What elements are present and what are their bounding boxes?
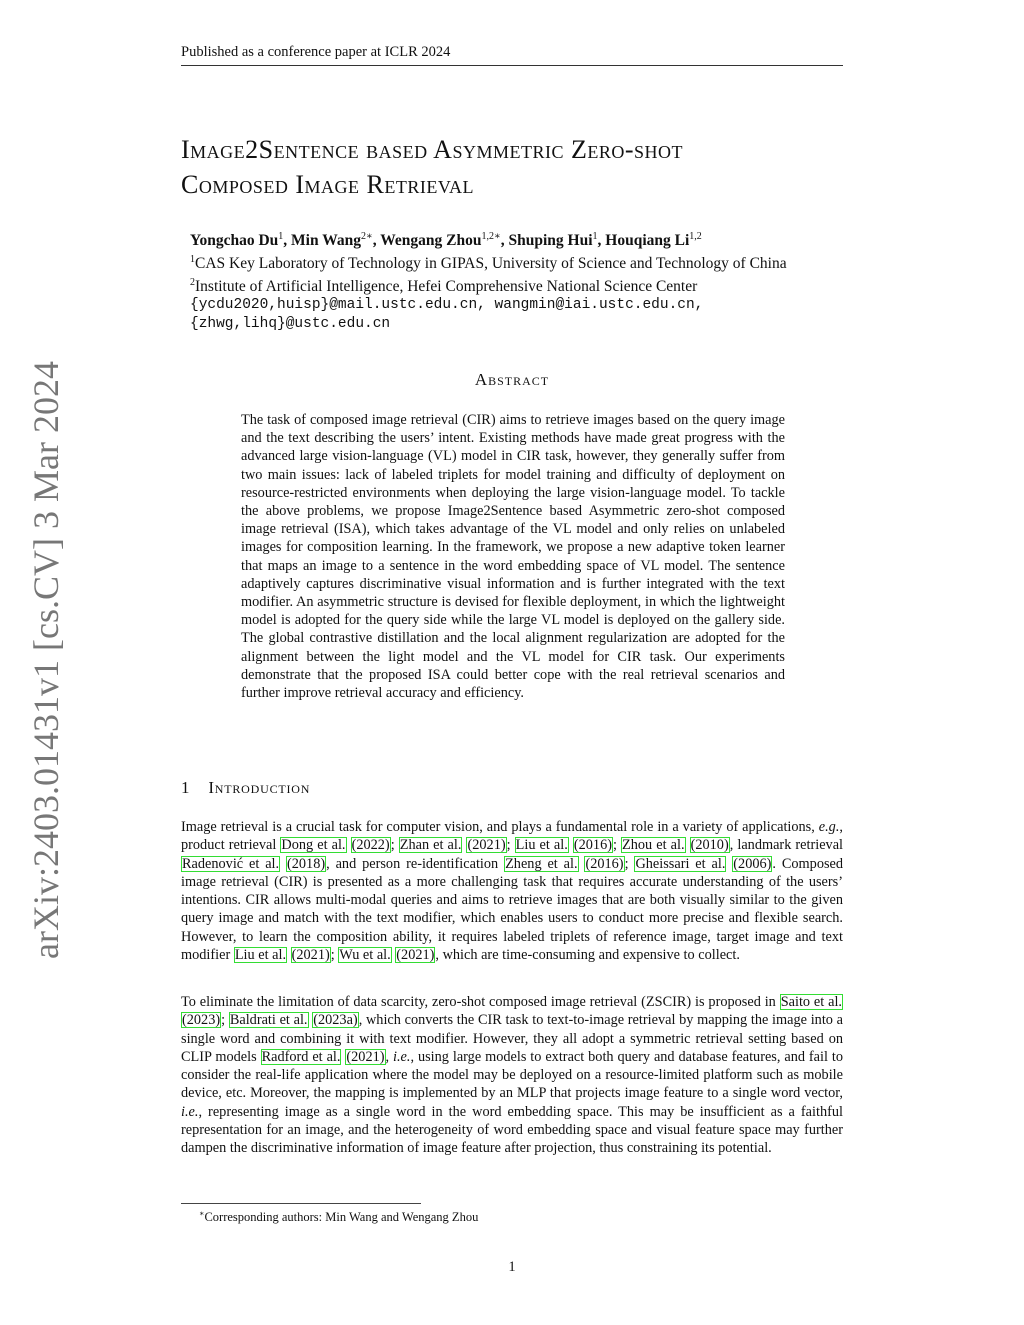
footnote-mark: ∗ (199, 1209, 205, 1218)
email-line-1: {ycdu2020,huisp}@mail.ustc.edu.cn, wangmin@iai.ustc.edu.cn, (190, 297, 704, 314)
author-names (190, 227, 787, 250)
citation-link[interactable]: Liu et al. (234, 947, 287, 964)
affiliation-text: CAS Key Laboratory of Technology in GIPAS, University of Science and Technology of China (195, 255, 787, 273)
text-run-italic: i.e. (181, 1103, 199, 1120)
affiliation-1 (190, 250, 787, 273)
title-line-1: Image2Sentence based Asymmetric Zero-shot (181, 135, 684, 164)
author-block (190, 227, 787, 334)
text-run: ; (613, 837, 622, 854)
citation-link[interactable]: Liu et al. (515, 837, 568, 854)
paper-title (181, 132, 861, 202)
arxiv-stamp-text: arXiv:2403.01431v1 [cs.CV] 3 Mar 2024 (26, 361, 66, 959)
citation-link[interactable]: Gheissari et al. (635, 855, 726, 872)
affiliation-mark: 1 (190, 254, 195, 266)
text-run: ; (390, 837, 399, 854)
citation-link[interactable]: Saito et al. (780, 994, 843, 1010)
page-number: 1 (508, 1259, 516, 1275)
text-run: , which are time-consuming and expensive to collect. (435, 947, 740, 964)
citation-link[interactable]: Baldrati et al. (229, 1012, 308, 1029)
author-name: , Min Wang (283, 232, 361, 250)
text-run: , landmark retrieval (729, 837, 844, 854)
author-name: Yongchao Du (190, 232, 279, 250)
text-run: , and person re-identification (326, 855, 505, 872)
text-run: ; (330, 947, 339, 964)
author-name: , Shuping Hui (500, 232, 593, 250)
citation-link[interactable]: (2006) (733, 855, 772, 872)
affiliation-2 (190, 273, 787, 296)
citation-link[interactable]: (2021) (467, 837, 506, 854)
title-line-2: Composed Image Retrieval (181, 170, 475, 199)
author-name: , Houqiang Li (597, 232, 690, 250)
intro-paragraph-1 (181, 818, 843, 964)
citation-link[interactable]: (2010) (690, 837, 729, 854)
author-affil-mark: 1 (592, 231, 598, 242)
email-line-2: {zhwg,lihq}@ustc.edu.cn (190, 316, 391, 333)
citation-link[interactable]: Radford et al. (261, 1048, 341, 1065)
running-header: Published as a conference paper at ICLR 2024 (181, 44, 451, 60)
footnote (199, 1209, 478, 1225)
citation-link[interactable]: (2022) (351, 837, 390, 854)
section-number: 1 (181, 778, 191, 797)
section-heading-introduction (181, 778, 310, 798)
text-run: , which converts the CIR task to text-to-image retrieval by mapping the image into a single word and combining it with text modifier. However, they all adopt a symmetric retrieval setting based on CLIP models (181, 1012, 843, 1065)
section-title-text: Introduction (208, 778, 311, 797)
footnote-text: Corresponding authors: Min Wang and Wengang Zhou (204, 1210, 479, 1225)
text-run: ; (221, 1012, 229, 1029)
citation-link[interactable]: (2023) (182, 1012, 221, 1029)
author-affil-mark: 2∗ (360, 231, 373, 242)
intro-paragraph-2 (181, 993, 843, 1158)
abstract-heading: Abstract (474, 370, 550, 389)
text-run: , product retrieval (181, 819, 843, 854)
citation-link[interactable]: Zhou et al. (622, 837, 685, 854)
citation-link[interactable]: Zheng et al. (505, 855, 578, 872)
citation-link[interactable]: (2021) (346, 1048, 385, 1065)
citation-link[interactable]: (2016) (585, 855, 624, 872)
text-run: To eliminate the limitation of data scarcity, zero-shot composed image retrieval (ZSCIR) is proposed in (181, 994, 780, 1010)
text-run: , representing image as a single word in the word embedding space. This may be insufficient as a faithful representation for an image, and the heterogeneity of word embedding space and visual feature space may further dampen the discriminative information of image feature after projection, thus constraining its potential. (181, 1103, 843, 1157)
text-run: ; (624, 855, 635, 872)
text-run: . Composed image retrieval (CIR) is presented as a more challenging task that requires accurate understanding of the users’ intentions. CIR allows multi-modal queries and aims to retrieve images that are both visually similar to the given query image and match with the text modifier, which enables users to conduct more precise and flexible search. However, to learn the composition ability, it requires labeled triplets of reference image, target image and text modifier (181, 855, 844, 964)
text-run-italic: e.g. (818, 819, 840, 835)
citation-link[interactable]: Dong et al. (281, 837, 346, 854)
author-affil-mark: 1,2 (689, 231, 702, 242)
author-name: , Wengang Zhou (372, 232, 482, 250)
text-run: ; (506, 837, 515, 854)
citation-link[interactable]: Wu et al. (339, 947, 391, 964)
arxiv-stamp (6, 354, 80, 966)
citation-link[interactable]: (2023a) (313, 1012, 358, 1029)
citation-link[interactable]: (2018) (287, 855, 326, 872)
text-run: , (385, 1048, 394, 1065)
abstract-body: The task of composed image retrieval (CIR) aims to retrieve images based on the query image and the text describing the users’ intent. Existing methods have made great progress with the advanced large vision-language (VL) model in CIR task, however, they generally suffer from two main issues: lack of labeled triplets for model training and difficulty of deployment on resource-restricted environments when deploying the large vision-language model. To tackle the above problems, we propose Image2Sentence based Asymmetric zero-shot composed image retrieval (ISA), which takes advantage of the VL model and only relies on unlabeled images for composition learning. In the framework, we propose a new adaptive token learner that maps an image to a sentence in the word embedding space of VL model. The sentence adaptively captures discriminative visual information and is further integrated with the text modifier. An asymmetric structure is devised for flexible deployment, in which the lightweight model is adopted for the query side while the large VL model is deployed on the gallery side. The global contrastive distillation and the local alignment regularization are adopted for the alignment between the light model and the VL model for CIR task. Our experiments demonstrate that the proposed ISA could better cope with the real retrieval scenarios and further improve retrieval accuracy and efficiency. (241, 412, 785, 702)
affiliation-text: Institute of Artificial Intelligence, Hefei Comprehensive National Science Center (195, 278, 698, 296)
arxiv-stamp-svg (6, 354, 80, 966)
header-rule (181, 65, 843, 66)
citation-link[interactable]: Radenović et al. (182, 855, 280, 872)
author-affil-mark: 1 (278, 231, 284, 242)
affiliation-mark: 2 (190, 277, 195, 289)
citation-link[interactable]: (2016) (573, 837, 612, 854)
citation-link[interactable]: Zhan et al. (399, 837, 462, 854)
text-run: Image retrieval is a crucial task for computer vision, and plays a fundamental role in a variety of applications, (181, 819, 819, 835)
citation-link[interactable]: (2021) (396, 947, 435, 964)
footnote-rule (181, 1203, 421, 1204)
text-run-italic: i.e. (393, 1048, 411, 1065)
text-run: , using large models to extract both query and database features, and fail to consider the real-life application where the model may be deployed on a resource-limited platform such as mobile device, etc. Moreover, the mapping is implemented by an MLP that projects image feature to a single word vector, (181, 1048, 843, 1102)
citation-link[interactable]: (2021) (291, 947, 330, 964)
author-affil-mark: 1,2∗ (481, 231, 501, 242)
